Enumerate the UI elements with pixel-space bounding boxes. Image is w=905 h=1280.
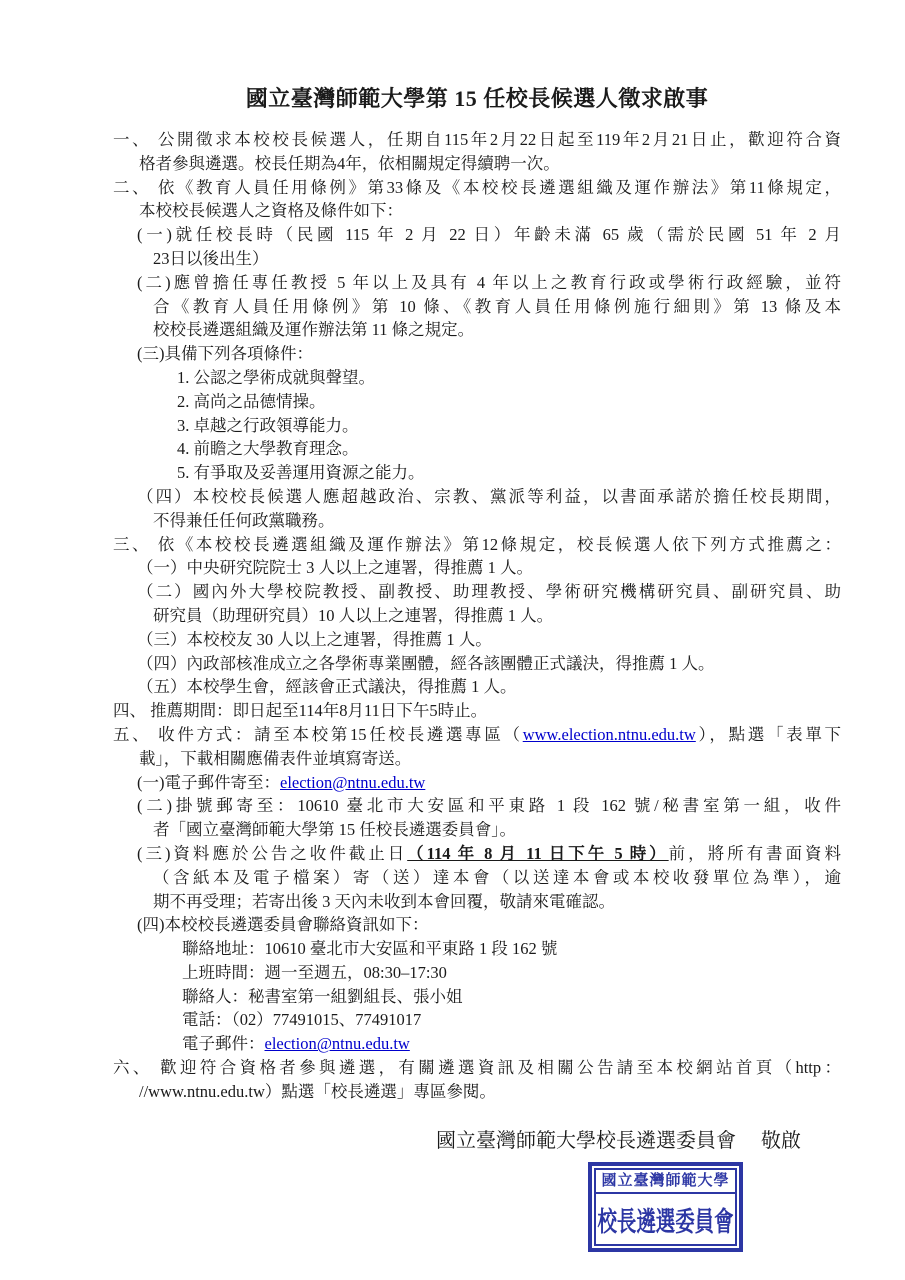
- doc-line-4: [139, 199, 841, 223]
- text-run: 電子郵件：: [182, 1034, 265, 1054]
- doc-line-33: [153, 890, 841, 914]
- doc-line-7: [137, 271, 841, 295]
- text-run: 一、 公開徵求本校校長候選人，任期自115年2月22日起至119年2月21日止，歡迎符合資: [113, 130, 841, 149]
- text-run: //www.ntnu.edu.tw）點選「校長遴選」專區參閱。: [139, 1081, 496, 1101]
- doc-line-40: [113, 1056, 841, 1080]
- doc-line-6: [153, 247, 841, 271]
- text-run: (二)應曾擔任專任教授 5 年以上及具有 4 年以上之教育行政或學術行政經驗，並符: [137, 272, 841, 292]
- doc-line-24: [137, 675, 841, 699]
- committee-stamp-frame: [594, 1168, 737, 1246]
- doc-line-25: [113, 699, 841, 723]
- text-run: 前，將所有書面資料: [668, 843, 841, 863]
- text-run: (四)本校校長遴選委員會聯絡資訊如下：: [137, 915, 429, 935]
- text-run: 二、 依《教育人員任用條例》第33條及《本校校長遴選組織及運作辦法》第11條規定，: [113, 177, 841, 197]
- text-run: 5. 有爭取及妥善運用資源之能力。: [177, 463, 425, 483]
- doc-line-8: [153, 295, 841, 319]
- doc-line-15: [177, 461, 841, 485]
- text-run: 四、 推薦期間：即日起至114年8月11日下午5時止。: [113, 701, 488, 721]
- text-run: 者「國立臺灣師範大學第 15 任校長遴選委員會」。: [153, 820, 516, 840]
- document-title: 國立臺灣師範大學第 15 任校長候選人徵求啟事: [245, 86, 709, 111]
- doc-line-20: [137, 580, 841, 604]
- text-run: 載」，下載相關應備表件並填寫寄送。: [139, 748, 412, 768]
- text-run: 研究員（助理研究員）10 人以上之連署，得推薦 1 人。: [153, 605, 554, 625]
- doc-line-32: [153, 866, 841, 890]
- text-run: 期不再受理；若寄出後 3 天內未收到本會回覆，敬請來電確認。: [153, 891, 615, 911]
- doc-line-35: [182, 937, 841, 961]
- doc-line-17: [153, 509, 841, 533]
- text-run: 4. 前瞻之大學教育理念。: [177, 439, 359, 459]
- doc-line-37: [182, 985, 841, 1009]
- signature-line: 國立臺灣師範大學校長遴選委員會 敬啟: [436, 1129, 801, 1152]
- text-run: 1. 公認之學術成就與聲望。: [177, 367, 375, 387]
- text-run: 電話：（02）77491015、77491017: [182, 1010, 422, 1030]
- doc-line-36: [182, 961, 841, 985]
- doc-line-23: [137, 652, 841, 676]
- text-run: ），點選「表單下: [695, 724, 842, 744]
- text-run: (三)資料應於公告之收件截止日: [137, 843, 408, 863]
- text-run: （一）中央研究院院士 3 人以上之連署，得推薦 1 人。: [137, 558, 533, 578]
- text-run: （三）本校校友 30 人以上之連署，得推薦 1 人。: [137, 629, 492, 649]
- text-run: （四）內政部核准成立之各學術專業團體，經各該團體正式議決，得推薦 1 人。: [137, 653, 715, 673]
- deadline-emphasis: （114 年 8 月 11 日下午 5 時）: [407, 843, 669, 863]
- doc-line-5: [137, 223, 841, 247]
- text-run: (一)電子郵件寄至：: [137, 772, 280, 792]
- doc-line-11: [177, 366, 841, 390]
- text-run: （二）國內外大學校院教授、副教授、助理教授、學術研究機構研究員、副研究員、助: [137, 582, 841, 602]
- document-body: [113, 128, 841, 1104]
- text-run: 聯絡地址：10610 臺北市大安區和平東路 1 段 162 號: [182, 939, 558, 959]
- doc-line-28: [137, 771, 841, 795]
- text-run: 六、 歡迎符合資格者參與遴選，有關遴選資訊及相關公告請至本校網站首頁（http：: [113, 1058, 841, 1078]
- text-run: （四）本校校長候選人應超越政治、宗教、黨派等利益，以書面承諾於擔任校長期間，: [137, 486, 841, 506]
- election-site-link[interactable]: www.election.ntnu.edu.tw: [522, 724, 696, 744]
- doc-line-16: [137, 485, 841, 509]
- text-run: 不得兼任任何政黨職務。: [153, 510, 335, 530]
- doc-line-27: [139, 747, 841, 771]
- text-run: 三、 依《本校校長遴選組織及運作辦法》第12條規定，校長候選人依下列方式推薦之：: [113, 534, 841, 554]
- email-link-1[interactable]: election@ntnu.edu.tw: [280, 772, 426, 792]
- doc-line-14: [177, 437, 841, 461]
- doc-line-19: [137, 556, 841, 580]
- text-run: 2. 高尚之品德情操。: [177, 391, 326, 411]
- doc-line-9: [153, 318, 841, 342]
- text-run: 校校長遴選組織及運作辦法第 11 條之規定。: [153, 320, 475, 340]
- doc-line-10: [137, 342, 841, 366]
- doc-line-30: [153, 818, 841, 842]
- stamp-committee-name-row: [596, 1194, 735, 1244]
- doc-line-12: [177, 390, 841, 414]
- text-run: (一)就任校長時（民國 115 年 2 月 22 日）年齡未滿 65 歲（需於民國 51 年 2 月: [137, 225, 841, 245]
- doc-line-29: [137, 794, 841, 818]
- text-run: 本校校長候選人之資格及條件如下：: [139, 201, 403, 221]
- text-run: 合《教育人員任用條例》第 10 條、《教育人員任用條例施行細則》第 13 條及本: [153, 296, 841, 316]
- text-run: 聯絡人：秘書室第一組劉組長、張小姐: [182, 986, 463, 1006]
- doc-line-2: [139, 152, 841, 176]
- doc-line-18: [113, 533, 841, 557]
- stamp-committee-name: 校長遴選委員會: [597, 1206, 734, 1237]
- doc-line-39: [182, 1032, 841, 1056]
- text-run: (三)具備下列各項條件：: [137, 344, 313, 364]
- stamp-university-name: 國立臺灣師範大學: [596, 1170, 735, 1194]
- doc-line-3: [113, 176, 841, 200]
- text-run: 3. 卓越之行政領導能力。: [177, 415, 359, 435]
- doc-line-31: [137, 842, 841, 866]
- doc-line-1: [113, 128, 841, 152]
- doc-line-38: [182, 1008, 841, 1032]
- doc-line-34: [137, 913, 841, 937]
- text-run: 格者參與遴選。校長任期為4年，依相關規定得續聘一次。: [139, 153, 560, 173]
- doc-line-41: [139, 1080, 841, 1104]
- email-link-2[interactable]: election@ntnu.edu.tw: [264, 1034, 410, 1054]
- text-run: (二)掛號郵寄至：10610 臺北市大安區和平東路 1 段 162 號/秘書室第一組，收件: [137, 796, 841, 816]
- doc-line-21: [153, 604, 841, 628]
- text-run: （含紙本及電子檔案）寄（送）達本會（以送達本會或本校收發單位為準），逾: [153, 867, 841, 887]
- text-run: 上班時間：週一至週五，08:30–17:30: [182, 962, 447, 982]
- doc-line-26: [113, 723, 841, 747]
- committee-stamp: [588, 1162, 743, 1252]
- text-run: 23日以後出生）: [153, 248, 269, 268]
- doc-line-22: [137, 628, 841, 652]
- text-run: （五）本校學生會，經該會正式議決，得推薦 1 人。: [137, 677, 517, 697]
- text-run: 五、 收件方式：請至本校第15任校長遴選專區（: [113, 724, 523, 744]
- doc-line-13: [177, 414, 841, 438]
